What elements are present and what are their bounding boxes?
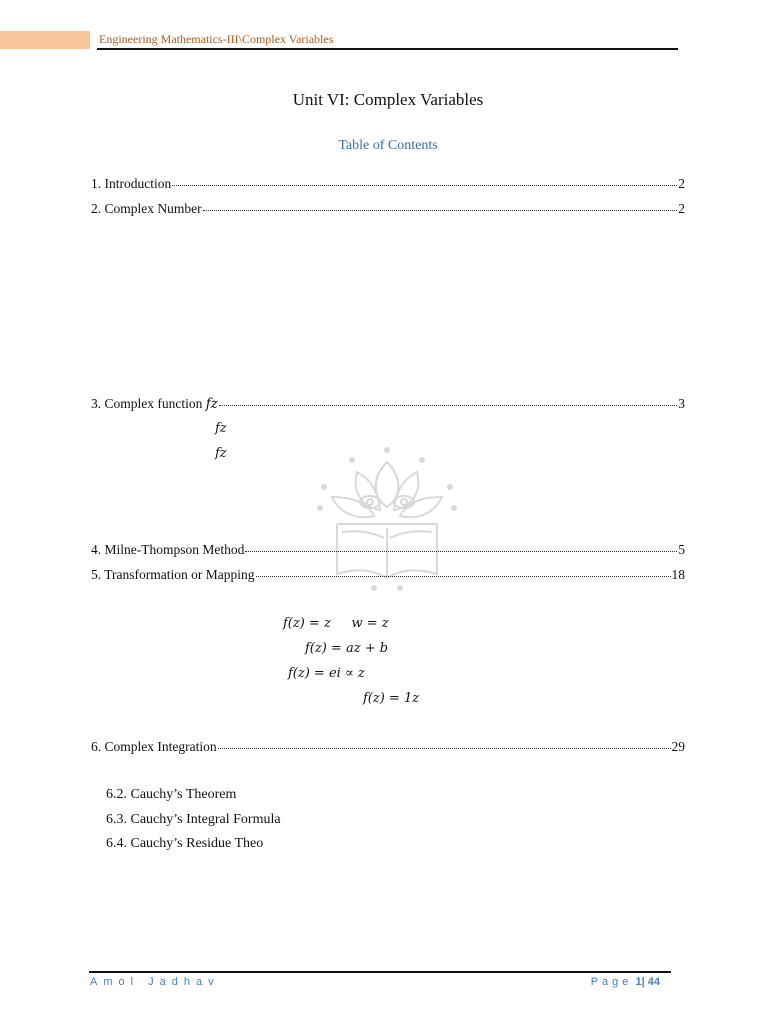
toc-entry-page: 29	[671, 739, 685, 754]
toc-entry-transformation[interactable]	[91, 567, 685, 583]
toc-entry-page: 18	[671, 567, 685, 582]
toc-entry-label: 2. Complex Number	[91, 201, 202, 216]
integration-subitem: 6.4. Cauchy’s Residue Theo	[106, 836, 264, 851]
mapping-formula: f(z) = 1z	[363, 691, 420, 706]
running-header: Engineering Mathematics-III\Complex Variables	[99, 32, 334, 46]
integration-subitem: 6.2. Cauchy’s Theorem	[106, 787, 237, 802]
toc-entry-label: 3. Complex function fz	[91, 396, 218, 412]
page-separator: |	[641, 976, 645, 988]
toc-leader-dots	[172, 185, 677, 186]
toc-leader-dots	[203, 210, 678, 211]
header-accent-bar	[0, 31, 90, 49]
function-subitem: fz	[215, 421, 227, 436]
header-divider	[97, 48, 678, 50]
toc-entry-label: 6. Complex Integration	[91, 739, 217, 754]
toc-entry-math: fz	[205, 396, 218, 412]
toc-leader-dots	[218, 748, 671, 749]
toc-entry-introduction[interactable]	[91, 176, 685, 192]
toc-entry-page: 2	[678, 201, 685, 216]
toc-entry-page: 2	[678, 176, 685, 191]
footer-divider	[89, 971, 671, 973]
total-pages: 44	[647, 976, 660, 988]
function-subitem: fz	[215, 446, 227, 461]
toc-entry-complex-integration[interactable]	[91, 739, 685, 755]
toc-heading: Table of Contents	[338, 138, 438, 153]
toc-leader-dots	[245, 551, 677, 552]
mapping-formula: f(z) = ei ∝ z	[288, 666, 365, 681]
toc-entry-label: 5. Transformation or Mapping	[91, 567, 255, 582]
toc-leader-dots	[219, 405, 677, 406]
toc-entry-milne-thompson[interactable]	[91, 542, 685, 558]
integration-subitem: 6.3. Cauchy’s Integral Formula	[106, 812, 281, 827]
toc-leader-dots	[256, 576, 671, 577]
footer-page-number	[591, 976, 660, 988]
document-title: Unit VI: Complex Variables	[292, 90, 484, 109]
mapping-formula: f(z) = z w = z	[283, 616, 389, 631]
toc-entry-page: 5	[678, 542, 685, 557]
toc-entry-page: 3	[678, 396, 685, 411]
toc-entry-complex-function[interactable]	[91, 396, 685, 412]
current-page: 1	[635, 976, 642, 988]
toc-entry-label: 4. Milne-Thompson Method	[91, 542, 245, 557]
page-label: Page	[590, 976, 633, 988]
toc-entry-label: 1. Introduction	[91, 176, 172, 191]
toc-entry-complex-number[interactable]	[91, 201, 685, 217]
mapping-formula: f(z) = az + b	[305, 641, 389, 656]
footer-author: Amol Jadhav	[90, 976, 220, 988]
